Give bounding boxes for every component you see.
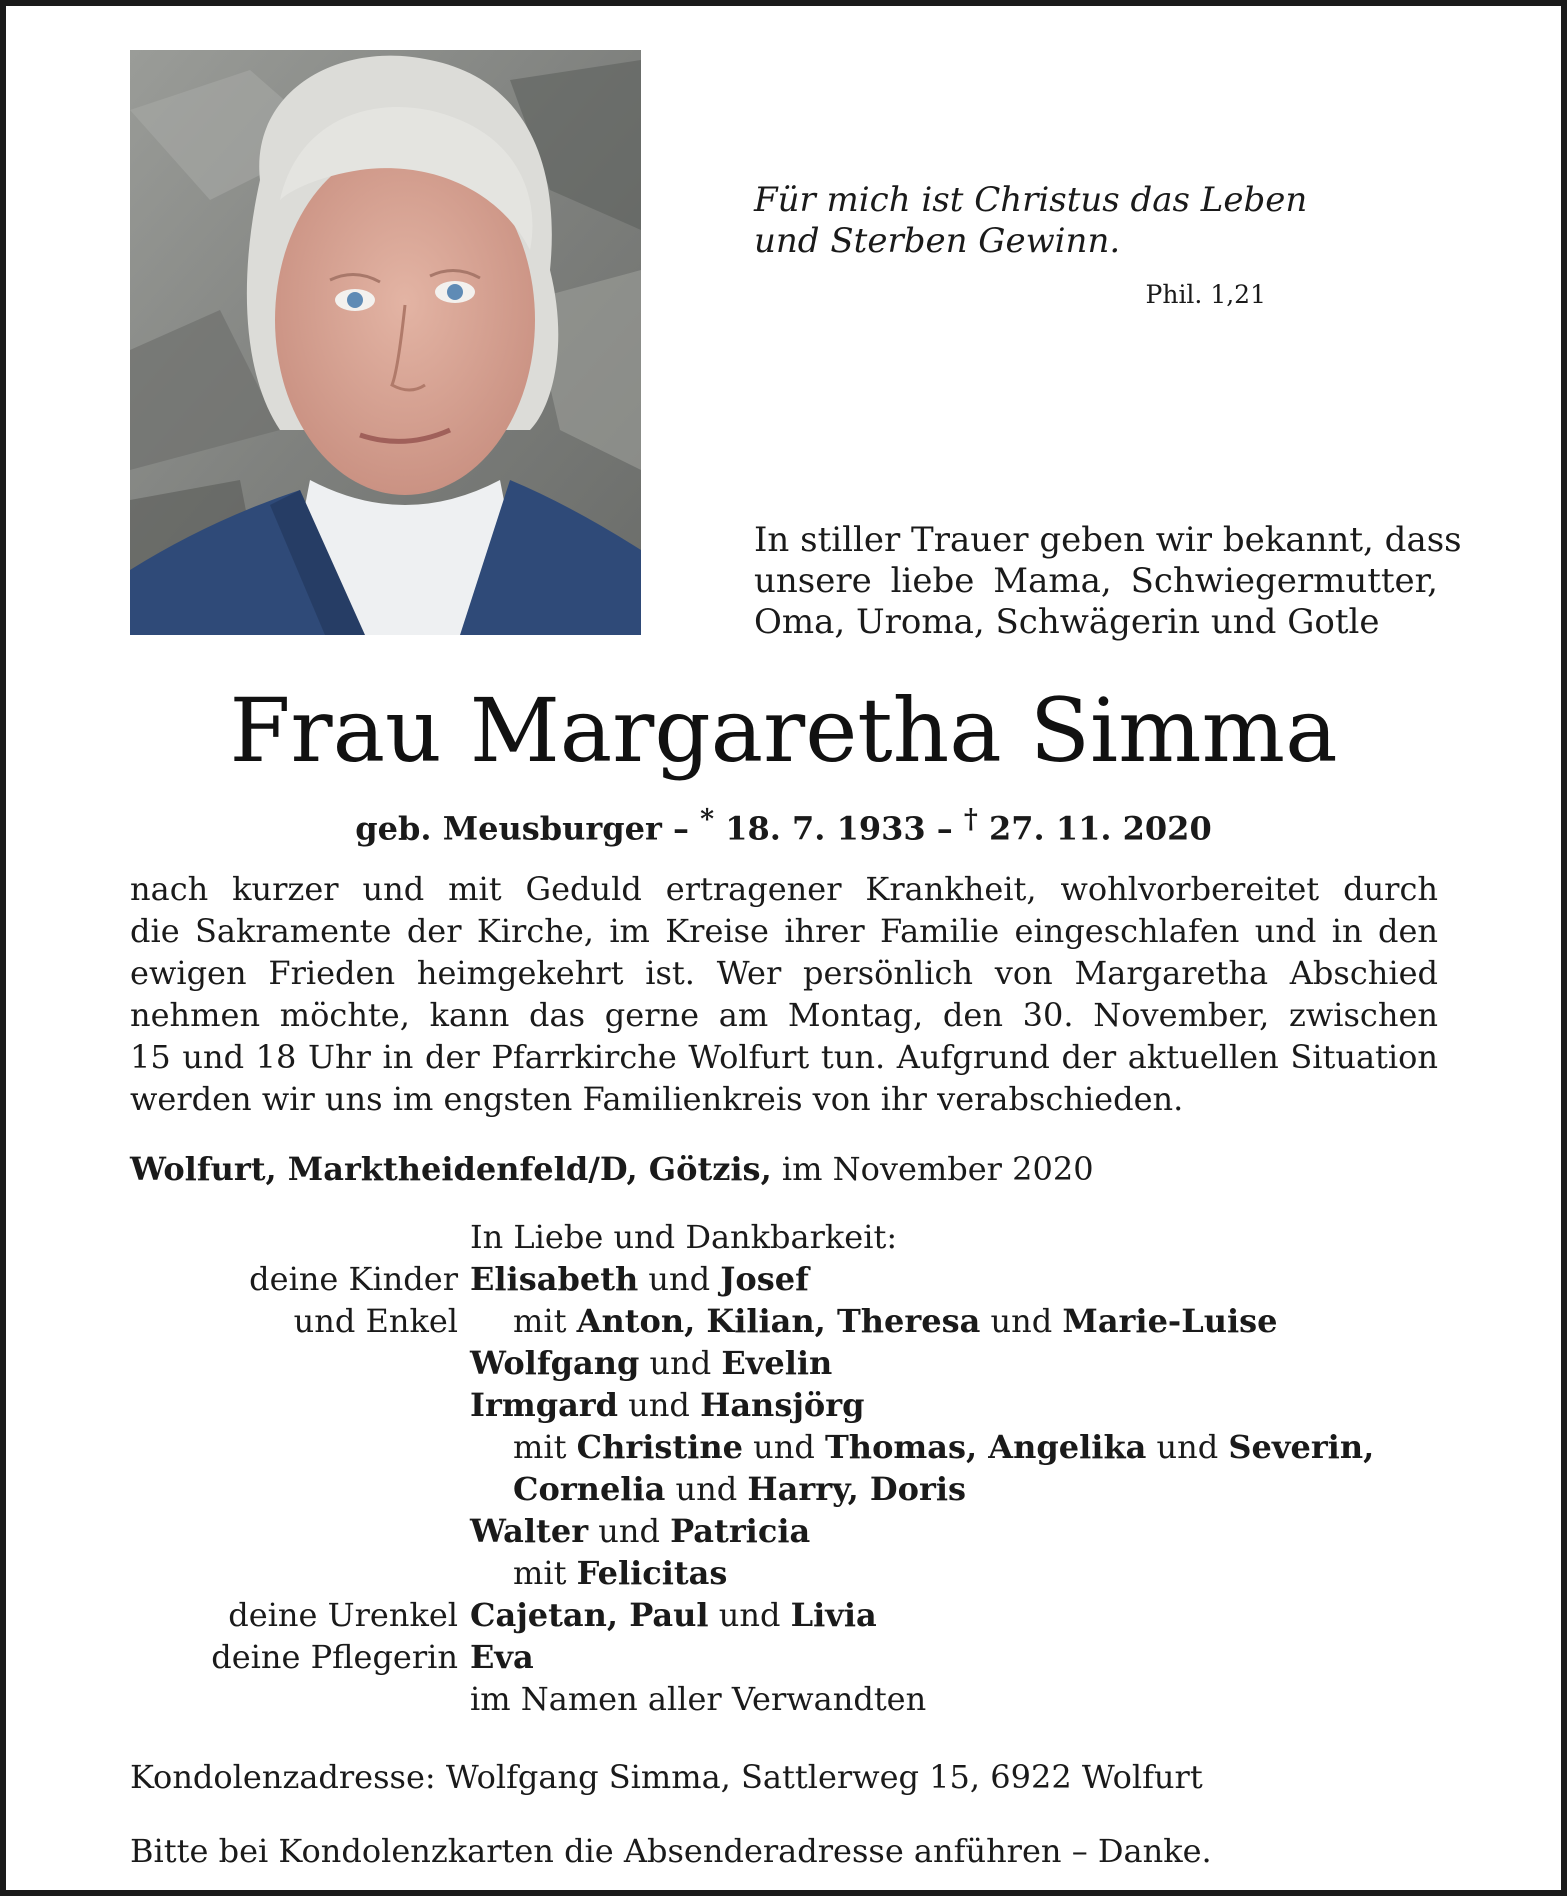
portrait-photo bbox=[130, 50, 641, 635]
dash-separator: – bbox=[925, 809, 964, 848]
birth-name: geb. Meusburger bbox=[355, 809, 662, 848]
mourner-line: Cornelia und Harry, Doris bbox=[513, 1470, 967, 1508]
mourner-line: Irmgard und Hansjörg bbox=[470, 1386, 865, 1424]
label-children: deine Kinder bbox=[249, 1260, 458, 1298]
mourner-line: Elisabeth und Josef bbox=[470, 1260, 809, 1298]
deceased-name: Frau Margaretha Simma bbox=[229, 679, 1338, 782]
text-line: nehmen möchte, kann das gerne am Montag, den 30. November, zwischen bbox=[130, 996, 1438, 1034]
text-line: 15 und 18 Uhr in der Pfarrkirche Wolfurt tun. Aufgrund der aktuellen Situation bbox=[130, 1038, 1438, 1076]
verse-line: Für mich ist Christus das Leben bbox=[754, 180, 1308, 220]
date: im November 2020 bbox=[771, 1150, 1094, 1188]
places: Wolfurt, Marktheidenfeld/D, Götzis, bbox=[130, 1150, 772, 1188]
mourner-line: mit Felicitas bbox=[513, 1554, 728, 1592]
label-caregiver: deine Pflegerin bbox=[211, 1638, 458, 1676]
signoff-greeting: In Liebe und Dankbarkeit: bbox=[470, 1218, 898, 1256]
mourners-list bbox=[0, 1216, 1567, 1720]
birth-star-icon: * bbox=[700, 804, 715, 835]
label-grandchildren: und Enkel bbox=[293, 1302, 458, 1340]
mourner-line: mit Anton, Kilian, Theresa und Marie-Luise bbox=[513, 1302, 1278, 1340]
text-line: werden wir uns im engsten Familienkreis von ihr verabschieden. bbox=[130, 1080, 1184, 1118]
death-date: 27. 11. 2020 bbox=[977, 809, 1212, 848]
text-line: ewigen Frieden heimgekehrt ist. Wer persönlich von Margaretha Abschied bbox=[130, 954, 1438, 992]
text-line: die Sakramente der Kirche, im Kreise ihrer Familie eingeschlafen und in den bbox=[130, 912, 1438, 950]
life-dates bbox=[0, 800, 1567, 849]
mourner-line: Walter und Patricia bbox=[470, 1512, 811, 1550]
verse-line: und Sterben Gewinn. bbox=[754, 221, 1121, 261]
birth-date: 18. 7. 1933 bbox=[714, 809, 926, 848]
mourner-line: mit Christine und Thomas, Angelika und Severin, bbox=[513, 1428, 1375, 1466]
condolence-note: Bitte bei Kondolenzkarten die Absenderadresse anführen – Danke. bbox=[130, 1832, 1212, 1870]
dash-separator: – bbox=[661, 809, 701, 848]
place-and-date bbox=[130, 1148, 1438, 1190]
mourner-line: Eva bbox=[470, 1638, 534, 1676]
condolence-address: Kondolenzadresse: Wolfgang Simma, Sattlerweg 15, 6922 Wolfurt bbox=[130, 1758, 1203, 1796]
announcement-line: unsere liebe Mama, Schwiegermutter, bbox=[754, 561, 1438, 601]
announcement-line: Oma, Uroma, Schwägerin und Gotle bbox=[754, 602, 1380, 642]
mourner-line: Wolfgang und Evelin bbox=[470, 1344, 833, 1382]
bible-verse bbox=[754, 180, 1308, 262]
relatives-line: im Namen aller Verwandten bbox=[470, 1680, 927, 1718]
verse-reference: Phil. 1,21 bbox=[1145, 280, 1266, 309]
text-line: nach kurzer und mit Geduld ertragener Krankheit, wohlvorbereitet durch bbox=[130, 870, 1438, 908]
mourner-line: Cajetan, Paul und Livia bbox=[470, 1596, 877, 1634]
label-great-grandchildren: deine Urenkel bbox=[228, 1596, 458, 1634]
announcement-line: In stiller Trauer geben wir bekannt, dass bbox=[754, 520, 1462, 560]
obituary-text bbox=[130, 868, 1438, 1120]
death-cross-icon: † bbox=[963, 804, 978, 835]
announcement bbox=[754, 520, 1462, 643]
